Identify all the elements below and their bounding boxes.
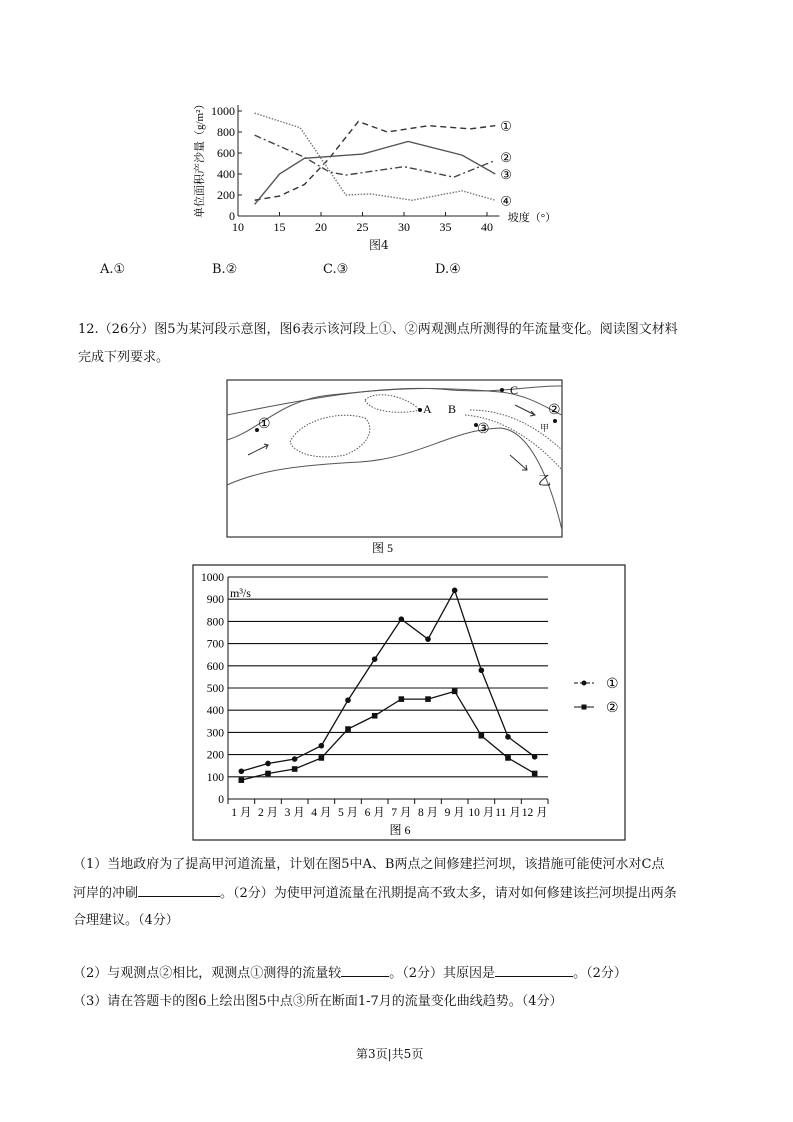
option-d: D.④ xyxy=(435,262,461,277)
x-tick-label: 5 月 xyxy=(337,807,359,819)
x-tick-label: 12 月 xyxy=(521,807,548,819)
x-tick-label: 10 月 xyxy=(468,807,495,819)
data-point xyxy=(239,768,245,774)
y-tick-label: 900 xyxy=(206,594,224,607)
series-line-square xyxy=(241,691,534,780)
point-2-label: ② xyxy=(548,403,561,418)
q1-text-b: 。（2分）为使甲河道流量在汛期提高不致太多，请对如何修建该拦河坝提出两条 xyxy=(220,886,677,901)
y-tick-label: 1000 xyxy=(201,572,224,584)
point-1-label: ① xyxy=(258,417,271,432)
yi-label: 乙 xyxy=(538,473,552,488)
q2-answer-blank-1[interactable] xyxy=(341,964,389,977)
y-tick-label: 0 xyxy=(229,209,235,223)
data-point xyxy=(372,656,378,662)
q2-answer-blank-2[interactable] xyxy=(495,964,573,977)
data-point xyxy=(399,616,405,622)
x-tick-label: 35 xyxy=(439,220,452,234)
x-tick-label: 2 月 xyxy=(257,807,279,819)
x-tick-label: 3 月 xyxy=(284,807,305,819)
q3-line: （3）请在答题卡的图6上绘出图5中点③所在断面1-7月的流量变化曲线趋势。（4分） xyxy=(73,994,563,1009)
data-point xyxy=(425,636,431,642)
q12-intro-2: 完成下列要求。 xyxy=(78,350,170,365)
data-point xyxy=(425,696,431,702)
data-point xyxy=(505,755,511,761)
q2-text-c: 。（2分） xyxy=(573,966,627,981)
data-point xyxy=(532,771,538,777)
q1-answer-blank[interactable] xyxy=(138,884,220,897)
jia-label: 甲 xyxy=(540,423,550,433)
x-tick-label: 25 xyxy=(356,220,369,234)
legend-label-2: ② xyxy=(606,701,619,716)
q1-line1: （1）当地政府为了提高甲河道流量，计划在图5中A、B两点之间修建拦河坝，该措施可能使河水对C点 xyxy=(73,857,665,872)
y-tick-label: 600 xyxy=(217,146,235,160)
legend-label-1: ① xyxy=(606,677,619,692)
legend-marker-2 xyxy=(582,705,587,710)
q12-intro-1: 12.（26分）图5为某河段示意图，图6表示该河段上①、②两观测点所测得的年流量变化。阅读图文材料 xyxy=(78,322,678,337)
y-tick-label: 100 xyxy=(206,771,224,784)
y-tick-label: 700 xyxy=(206,638,224,651)
y-tick-label: 200 xyxy=(217,188,235,202)
y-tick-label: 1000 xyxy=(211,104,235,118)
data-point xyxy=(399,696,405,702)
data-point xyxy=(452,588,458,594)
data-point xyxy=(265,761,271,767)
series-label: ③ xyxy=(500,167,512,182)
q2-line xyxy=(73,962,627,981)
q2-text-b: 。（2分）其原因是 xyxy=(389,966,496,981)
figure-4-caption: 图4 xyxy=(369,238,389,252)
y-tick-label: 400 xyxy=(206,705,224,718)
data-point xyxy=(345,697,351,703)
series-label: ① xyxy=(500,118,512,134)
data-point xyxy=(479,733,485,739)
data-point xyxy=(292,756,298,762)
x-tick-label: 15 xyxy=(273,220,286,234)
q1-text-a: 河岸的冲刷 xyxy=(73,886,139,901)
y-tick-label: 500 xyxy=(206,683,224,695)
q1-line3: 合理建议。（4分） xyxy=(73,913,179,928)
data-point xyxy=(239,777,245,783)
series-label: ② xyxy=(500,150,512,166)
x-tick-label: 30 xyxy=(398,220,410,234)
point-c-label: C xyxy=(510,383,519,397)
point-3-label: ③ xyxy=(477,422,490,437)
point-a-label: A xyxy=(423,402,432,416)
x-axis-label: 坡度（°） xyxy=(507,212,557,224)
x-tick-label: 11 月 xyxy=(495,807,521,819)
x-tick-label: 1 月 xyxy=(231,807,252,819)
x-tick-label: 20 xyxy=(315,220,327,234)
option-c: C.③ xyxy=(323,262,349,277)
series-label: ④ xyxy=(500,193,512,209)
data-point xyxy=(319,755,325,761)
x-tick-label: 10 xyxy=(232,220,244,234)
y-tick-label: 600 xyxy=(206,660,224,673)
data-point xyxy=(532,754,538,760)
data-point xyxy=(479,667,485,673)
x-tick-label: 8 月 xyxy=(417,807,439,819)
q1-line2 xyxy=(73,882,677,901)
x-tick-label: 40 xyxy=(481,220,493,234)
x-tick-label: 7 月 xyxy=(391,807,412,819)
data-point xyxy=(452,689,458,695)
option-a: A.① xyxy=(100,262,126,277)
legend-marker-1 xyxy=(582,681,587,686)
y-tick-label: 300 xyxy=(206,727,224,740)
x-tick-label: 4 月 xyxy=(311,807,332,819)
data-point xyxy=(505,734,511,740)
y-axis-label: 单位面积产沙量（g/m²） xyxy=(194,98,206,218)
data-point xyxy=(372,713,378,719)
y-tick-label: 800 xyxy=(217,125,235,139)
data-point xyxy=(292,766,298,772)
option-b: B.② xyxy=(212,262,238,277)
page-footer: 第3页|共5页 xyxy=(356,1047,424,1061)
y-tick-label: 400 xyxy=(217,167,235,181)
data-point xyxy=(319,743,325,749)
figure-5-caption: 图 5 xyxy=(372,541,394,555)
y-tick-label: 200 xyxy=(206,749,224,762)
unit-label: m³/s xyxy=(230,586,251,600)
point-b-label: B xyxy=(448,402,457,416)
q2-text-a: （2）与观测点②相比，观测点①测得的流量较 xyxy=(73,966,342,981)
data-point xyxy=(345,726,351,732)
figure-6-caption: 图 6 xyxy=(389,823,411,837)
x-tick-label: 9 月 xyxy=(444,807,465,819)
x-tick-label: 6 月 xyxy=(364,807,385,819)
y-tick-label: 0 xyxy=(218,794,224,806)
data-point xyxy=(265,771,271,777)
y-tick-label: 800 xyxy=(206,616,224,629)
